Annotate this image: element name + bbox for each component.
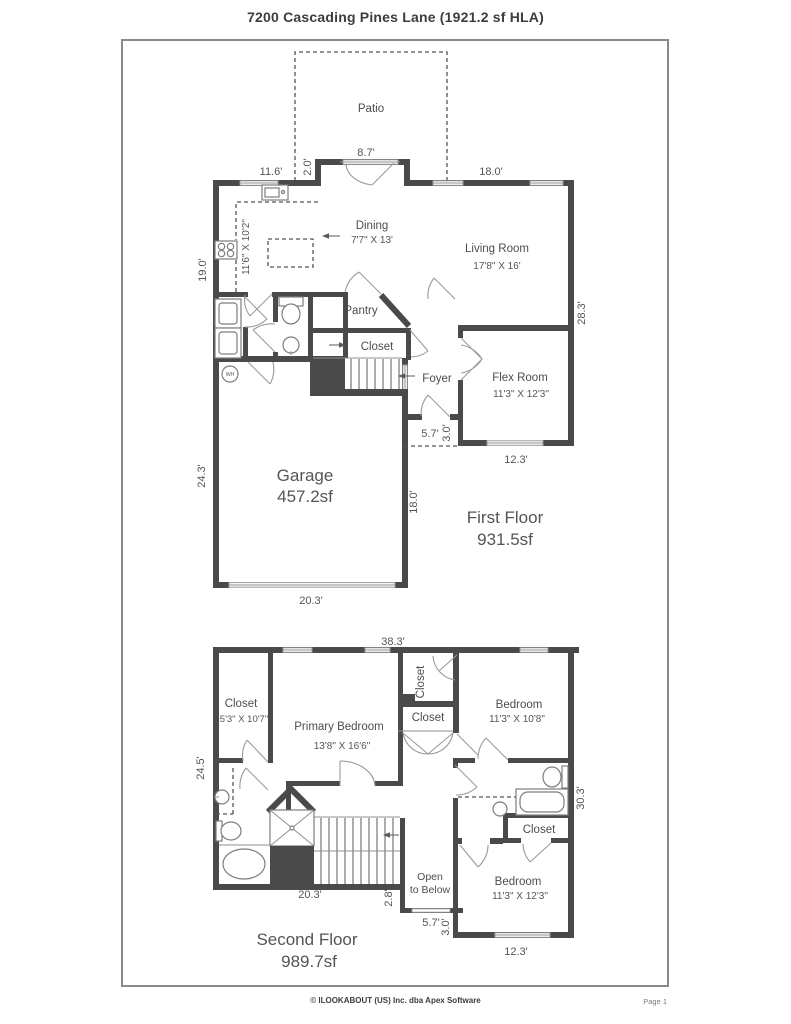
first-floor-plan: [196, 52, 588, 607]
label-flex-dims: 11'3" X 12'3": [493, 389, 549, 400]
label-bedroom2-dims: 11'3" X 12'3": [492, 891, 548, 902]
dim-jog: 2.0': [302, 158, 314, 176]
dim-sf-notch-v: 2.8': [383, 889, 395, 907]
dim-top-right: 18.0': [479, 166, 503, 178]
first-floor-interior-walls: [213, 292, 574, 446]
dim-left-upper: 19.0': [197, 258, 209, 282]
label-dining-dims: 7'7" X 13': [351, 235, 393, 246]
page-title: 7200 Cascading Pines Lane (1921.2 sf HLA): [247, 9, 544, 25]
dim-top-left: 11.6': [259, 166, 283, 178]
label-closet4: Closet: [522, 824, 556, 836]
label-first-floor: First Floor: [466, 508, 544, 527]
label-living-dims: 17'8" X 16': [473, 261, 521, 272]
label-primary-dims: 13'8" X 16'6": [313, 741, 371, 752]
kitchen-fixtures: [215, 185, 318, 292]
label-closet3: Closet: [411, 712, 445, 724]
water-heater-label: WH: [225, 372, 235, 378]
dim-sf-bed-bottom: 12.3': [504, 946, 528, 958]
label-primary-bedroom: Primary Bedroom: [294, 721, 384, 733]
label-garage: Garage: [276, 466, 334, 485]
dim-flex-bottom: 12.3': [504, 454, 528, 466]
label-closet1: Closet: [224, 698, 258, 710]
dim-porch: 3.0': [441, 424, 453, 442]
dim-right: 28.3': [576, 301, 588, 325]
laundry-fixtures: [215, 299, 241, 358]
dim-patio-door: 8.7': [357, 147, 375, 159]
label-closet2: Closet: [415, 665, 427, 699]
label-garage-area: 457.2sf: [277, 487, 333, 506]
second-floor-plan: [195, 636, 587, 971]
dim-sf-bottom-left: 20.3': [298, 889, 322, 901]
label-foyer: Foyer: [422, 373, 452, 385]
label-dining: Dining: [355, 220, 389, 232]
label-kitchen-dims: 11'6" X 10'2": [241, 219, 252, 275]
label-bedroom1: Bedroom: [495, 699, 543, 711]
dim-sf-top: 38.3': [381, 636, 405, 648]
dim-sf-right: 30.3': [575, 786, 587, 810]
second-floor-stairs: [314, 817, 400, 884]
footer-page-number: Page 1: [643, 997, 667, 1006]
dim-sf-notch-v2: 3.0': [440, 918, 452, 936]
second-bathroom-fixtures: [458, 766, 568, 816]
water-heater: [222, 366, 238, 382]
dim-left-lower: 24.3': [196, 464, 208, 488]
bathroom-fixtures-first-floor: [279, 297, 303, 355]
dim-sf-notch-w: 5.7': [422, 917, 440, 929]
label-pantry: Pantry: [344, 305, 378, 317]
label-bedroom1-dims: 11'3" X 10'8": [489, 714, 545, 725]
dim-garage-right: 18.0': [408, 490, 420, 514]
garage-door: [229, 583, 395, 588]
label-patio: Patio: [357, 103, 385, 115]
label-closet1-dims: 5'3" X 10'7": [219, 714, 269, 725]
label-second-floor-area: 989.7sf: [281, 952, 337, 971]
label-living-room: Living Room: [465, 243, 529, 255]
label-first-floor-area: 931.5sf: [477, 530, 533, 549]
footer-copyright: © ILOOKABOUT (US) Inc. dba Apex Software: [310, 996, 481, 1005]
dim-sf-left: 24.5': [195, 756, 207, 780]
label-open-to-below-2: to Below: [409, 884, 451, 896]
label-second-floor: Second Floor: [256, 930, 358, 949]
dim-entry: 5.7': [421, 428, 439, 440]
label-closet-ff: Closet: [360, 341, 394, 353]
label-open-to-below-1: Open: [417, 871, 443, 883]
label-bedroom2: Bedroom: [494, 876, 542, 888]
dim-garage-bottom: 20.3': [299, 595, 323, 607]
label-flex-room: Flex Room: [492, 372, 548, 384]
